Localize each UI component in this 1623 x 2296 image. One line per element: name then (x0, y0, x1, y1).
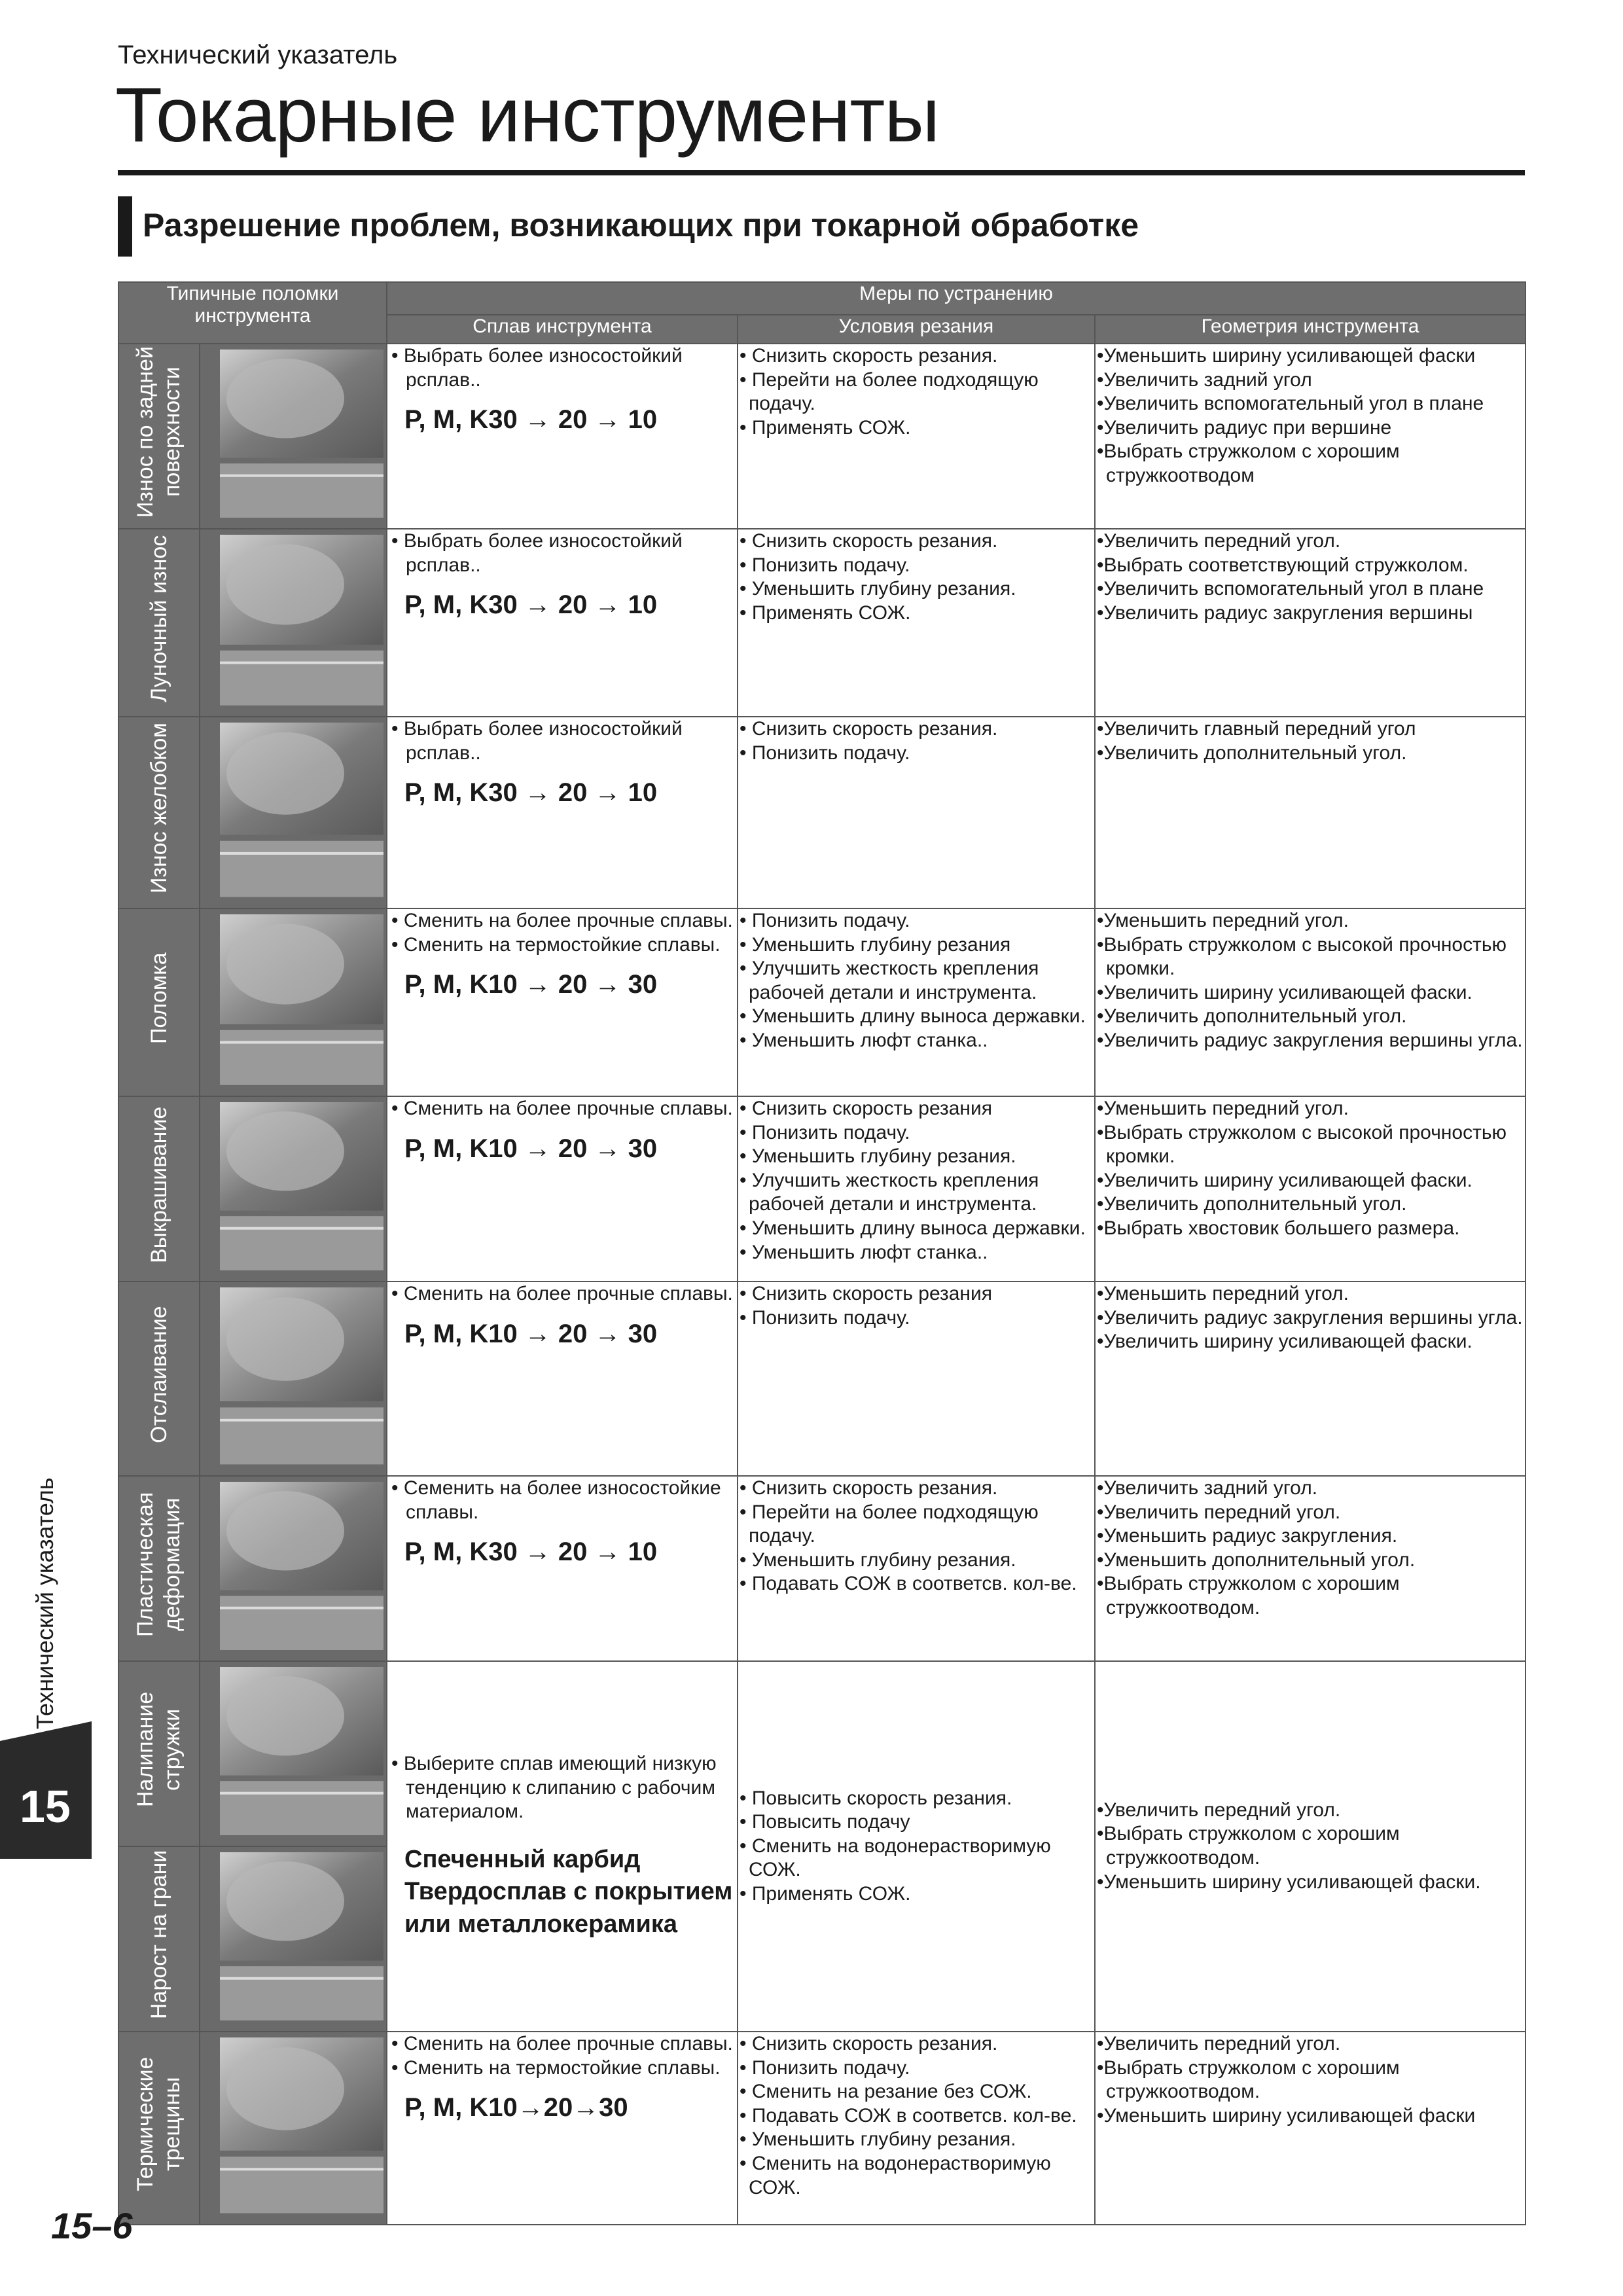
bullet-item: •Увеличить радиус закругления вершины угла. (1097, 1029, 1523, 1051)
geometry-cell (1095, 529, 1525, 717)
bullet-item: • Сменить на более прочные сплавы. (391, 1098, 733, 1119)
bullet-item: • Выбрать более износостойкий рсплав.. (391, 530, 683, 576)
failure-name-label: Отслаивание (146, 1306, 171, 1443)
grade-sequence: P, M, K10 → 20 → 30 (404, 970, 658, 999)
tool-insert-image (200, 717, 387, 905)
bullet-item: •Увеличить ширину усиливающей фаски. (1097, 1331, 1472, 1353)
bullet-item: • Снизить скорость резания. (740, 530, 998, 552)
bullet-item: • Снизить скорость резания (740, 1283, 993, 1304)
geometry-cell (1095, 1282, 1525, 1476)
table-row (118, 908, 1525, 1096)
failure-name (118, 1096, 200, 1282)
bullet-item: •Увеличить дополнительный угол. (1097, 1193, 1407, 1215)
bullet-item: • Перейти на более подходящую подачу. (740, 1501, 1039, 1547)
bullet-item: • Понизить подачу. (740, 1306, 910, 1329)
bullet-item: • Сменить на водонерастворимую СОЖ. (740, 1835, 1051, 1881)
bullet-item: •Увеличить ширину усиливающей фаски. (1097, 1169, 1472, 1191)
conditions-cell (738, 717, 1095, 908)
table-row (118, 2032, 1525, 2225)
header-geometry: Геометрия инструмента (1095, 315, 1525, 344)
wear-photo (200, 529, 387, 717)
bullet-item: • Уменьшить длину выноса державки. (740, 1005, 1086, 1028)
bullet-item: •Увеличить передний угол. (1097, 1501, 1341, 1523)
bullet-item: •Увеличить дополнительный угол. (1097, 742, 1407, 764)
failure-name-label: Термические трещины (133, 2056, 185, 2191)
bullet-item: •Увеличить вспомогательный угол в плане (1097, 393, 1484, 415)
bullet-item: • Понизить подачу. (740, 2056, 910, 2079)
bullet-item: •Уменьшить радиус закругления. (1097, 1525, 1398, 1547)
bullet-item: •Увеличить вспомогательный угол в плане (1097, 578, 1484, 600)
bullet-item: • Сменить на водонерастворимую СОЖ. (740, 2152, 1051, 2198)
bullet-item: •Увеличить ширину усиливающей фаски. (1097, 981, 1472, 1003)
bullet-item: • Понизить подачу. (740, 910, 910, 931)
failure-name-label: Пластическая деформация (133, 1492, 185, 1637)
geometry-cell (1095, 1096, 1525, 1282)
bullet-item: • Уменьшить длину выноса державки. (740, 1217, 1086, 1239)
bullet-item: • Сменить на более прочные сплавы. (391, 910, 733, 931)
bullet-item: • Снизить скорость резания. (740, 345, 998, 367)
wear-photo (200, 1846, 387, 2032)
bullet-item: •Выбрать стружколом с хорошим стружкоотводом (1097, 440, 1400, 486)
geometry-cell (1095, 908, 1525, 1096)
alloy-cell (387, 717, 738, 908)
bullet-item: • Уменьшить люфт станка.. (740, 1241, 988, 1263)
bullet-item: • Уменьшить глубину резания. (740, 1145, 1016, 1168)
bullet-item: •Увеличить дополнительный угол. (1097, 1005, 1407, 1028)
table-row (118, 717, 1525, 908)
geometry-cell (1095, 717, 1525, 908)
bullet-item: •Уменьшить передний угол. (1097, 1098, 1349, 1119)
alloy-cell (387, 344, 738, 529)
bullet-item: • Снизить скорость резания (740, 1098, 993, 1119)
failure-name (118, 1282, 200, 1476)
bullet-item: • Применять СОЖ. (740, 416, 911, 439)
bullet-item: •Уменьшить ширину усиливающей фаски. (1097, 1871, 1481, 1893)
table-row (118, 1476, 1525, 1661)
geometry-cell (1095, 344, 1525, 529)
table-row (118, 344, 1525, 529)
page-title: Токарные инструменты (115, 72, 940, 158)
carbide-line: Спеченный карбид (404, 1845, 641, 1873)
tool-insert-image (200, 909, 387, 1092)
bullet-item: •Увеличить радиус закругления вершины угла. (1097, 1306, 1523, 1329)
wear-photo (200, 1096, 387, 1282)
bullet-item: •Уменьшить передний угол. (1097, 1283, 1349, 1304)
side-label: Технический указатель (31, 1477, 58, 1730)
table-row (118, 1661, 1525, 1846)
bullet-item: •Увеличить передний угол. (1097, 1799, 1341, 1821)
bullet-item: •Уменьшить дополнительный угол. (1097, 1549, 1416, 1571)
tool-insert-image (200, 2032, 387, 2221)
bullet-item: • Выбрать более износостойкий рсплав.. (391, 345, 683, 391)
bullet-item: • Семенить на более износостойкие сплавы. (391, 1477, 721, 1523)
geometry-cell (1095, 1476, 1525, 1661)
failure-name (118, 1476, 200, 1661)
tool-insert-image (200, 1282, 387, 1472)
bullet-item: •Выбрать стружколом с высокой прочностью кромки. (1097, 1121, 1507, 1168)
table-row (118, 1282, 1525, 1476)
failure-name (118, 529, 200, 717)
bullet-item: •Выбрать стружколом с высокой прочностью кромки. (1097, 933, 1507, 980)
bullet-item: •Увеличить главный передний угол (1097, 718, 1416, 740)
bullet-item: •Увеличить радиус при вершине (1097, 416, 1392, 439)
bullet-item: • Уменьшить глубину резания (740, 933, 1011, 956)
bullet-item: •Выбрать стружколом с хорошим стружкоотводом. (1097, 1823, 1400, 1869)
geometry-cell (1095, 1661, 1525, 2032)
failure-name-label: Луночный износ (146, 535, 171, 702)
tool-insert-image (200, 529, 387, 713)
bullet-item: •Выбрать стружколом с хорошим стружкоотводом. (1097, 1573, 1400, 1619)
conditions-cell (738, 529, 1095, 717)
wear-photo (200, 344, 387, 529)
header-typical-failures: Типичные поломки инструмента (118, 282, 387, 344)
grade-sequence: P, M, K30 → 20 → 10 (404, 778, 658, 808)
failure-name (118, 1661, 200, 1846)
failure-name (118, 2032, 200, 2225)
failure-name-label: Налипание стружки (133, 1691, 185, 1808)
bullet-item: • Уменьшить глубину резания. (740, 578, 1016, 600)
bullet-item: • Применять СОЖ. (740, 1882, 911, 1905)
bullet-item: • Выберите сплав имеющий низкую тенденцию к слипанию с рабочим материалом. (391, 1753, 717, 1823)
alloy-cell (387, 1476, 738, 1661)
carbide-line: Твердосплав с покрытием (404, 1878, 733, 1906)
troubleshooting-table (118, 281, 1526, 2225)
chapter-number: 15 (20, 1781, 71, 1832)
failure-name-label: Износ по задней поверхности (133, 346, 185, 518)
header-label: Технический указатель (118, 41, 398, 69)
bullet-item: • Перейти на более подходящую подачу. (740, 368, 1039, 415)
bullet-item: • Сменить на более прочные сплавы. (391, 2033, 733, 2054)
bullet-item: • Улучшить жесткость крепления рабочей детали и инструмента. (740, 958, 1039, 1003)
bullet-item: • Сменить на резание без СОЖ. (740, 2081, 1032, 2103)
header-alloy: Сплав инструмента (387, 315, 738, 344)
failure-name-label: Нарост на грани (146, 1850, 171, 2020)
bullet-item: • Сменить на более прочные сплавы. (391, 1283, 733, 1304)
title-rule (118, 170, 1525, 175)
bullet-item: • Выбрать более износостойкий рсплав.. (391, 718, 683, 764)
grade-sequence: P, M, K30 → 20 → 10 (404, 1537, 658, 1567)
page-number: 15–6 (51, 2205, 133, 2246)
bullet-item: •Увеличить задний угол. (1097, 1477, 1318, 1499)
bullet-item: • Уменьшить глубину резания. (740, 1549, 1016, 1571)
alloy-cell (387, 529, 738, 717)
section-title: Разрешение проблем, возникающих при токарной обработке (143, 207, 1139, 243)
tool-insert-image (200, 1477, 387, 1657)
bullet-item: •Уменьшить ширину усиливающей фаски (1097, 345, 1476, 367)
tool-insert-image (200, 1662, 387, 1842)
bullet-item: • Подавать СОЖ в соответсв. кол-ве. (740, 1573, 1077, 1595)
conditions-cell (738, 344, 1095, 529)
carbide-line: или металлокерамика (404, 1910, 678, 1938)
alloy-cell (387, 2032, 738, 2225)
table-row (118, 1096, 1525, 1282)
alloy-cell (387, 1096, 738, 1282)
carbide-note (387, 1844, 737, 1941)
alloy-cell (387, 1282, 738, 1476)
grade-sequence: P, M, K10 → 20 → 30 (404, 1319, 658, 1348)
bullet-item: • Подавать СОЖ в соответсв. кол-ве. (740, 2104, 1077, 2126)
header-measures: Меры по устранению (387, 282, 1525, 315)
bullet-item: • Понизить подачу. (740, 554, 910, 576)
bullet-item: • Повысить скорость резания. (740, 1787, 1012, 1809)
table-row (118, 529, 1525, 717)
wear-photo (200, 1282, 387, 1476)
bullet-item: • Повысить подачу (740, 1811, 910, 1833)
bullet-item: • Улучшить жесткость крепления рабочей детали и инструмента. (740, 1169, 1039, 1215)
failure-name-label: Износ желобком (146, 723, 171, 894)
geometry-cell (1095, 2032, 1525, 2225)
conditions-cell (738, 1476, 1095, 1661)
bullet-item: • Сменить на термостойкие сплавы. (391, 933, 721, 956)
tool-insert-image (200, 1097, 387, 1278)
bullet-item: •Уменьшить передний угол. (1097, 910, 1349, 931)
bullet-item: •Выбрать соответствующий стружколом. (1097, 554, 1469, 576)
bullet-item: •Выбрать хвостовик большего размера. (1097, 1217, 1460, 1239)
failure-name (118, 1846, 200, 2032)
bullet-item: •Увеличить задний угол (1097, 368, 1312, 391)
tool-insert-image (200, 1847, 387, 2028)
wear-photo (200, 908, 387, 1096)
failure-name (118, 717, 200, 908)
tool-insert-image (200, 344, 387, 525)
bullet-item: •Уменьшить ширину усиливающей фаски (1097, 2104, 1476, 2126)
failure-name-label: Выкрашивание (146, 1106, 171, 1263)
bullet-item: •Увеличить радиус закругления вершины (1097, 601, 1473, 624)
bullet-item: • Уменьшить глубину резания. (740, 2128, 1016, 2151)
conditions-cell (738, 1096, 1095, 1282)
wear-photo (200, 1661, 387, 1846)
alloy-cell (387, 1661, 738, 2032)
grade-sequence: P, M, K10→20→30 (404, 2093, 628, 2123)
bullet-item: •Увеличить передний угол. (1097, 2033, 1341, 2054)
wear-photo (200, 717, 387, 908)
conditions-cell (738, 1282, 1095, 1476)
conditions-cell (738, 908, 1095, 1096)
wear-photo (200, 1476, 387, 1661)
bullet-item: • Уменьшить люфт станка.. (740, 1029, 988, 1051)
failure-name-label: Поломка (146, 952, 171, 1044)
bullet-item: • Понизить подачу. (740, 1121, 910, 1143)
section-marker (118, 196, 132, 257)
bullet-item: • Снизить скорость резания. (740, 718, 998, 740)
grade-sequence: P, M, K10 → 20 → 30 (404, 1134, 658, 1163)
bullet-item: • Применять СОЖ. (740, 601, 911, 624)
bullet-item: • Понизить подачу. (740, 742, 910, 764)
bullet-item: • Сменить на термостойкие сплавы. (391, 2056, 721, 2079)
bullet-item: •Увеличить передний угол. (1097, 530, 1341, 552)
wear-photo (200, 2032, 387, 2225)
failure-name (118, 908, 200, 1096)
chapter-tab (0, 1721, 92, 1859)
bullet-item: • Снизить скорость резания. (740, 2033, 998, 2054)
failure-name (118, 344, 200, 529)
alloy-cell (387, 908, 738, 1096)
conditions-cell (738, 1661, 1095, 2032)
bullet-item: • Снизить скорость резания. (740, 1477, 998, 1499)
header-conditions: Условия резания (738, 315, 1095, 344)
grade-sequence: P, M, K30 → 20 → 10 (404, 405, 658, 435)
bullet-item: •Выбрать стружколом с хорошим стружкоотводом. (1097, 2056, 1400, 2103)
conditions-cell (738, 2032, 1095, 2225)
grade-sequence: P, M, K30 → 20 → 10 (404, 590, 658, 620)
